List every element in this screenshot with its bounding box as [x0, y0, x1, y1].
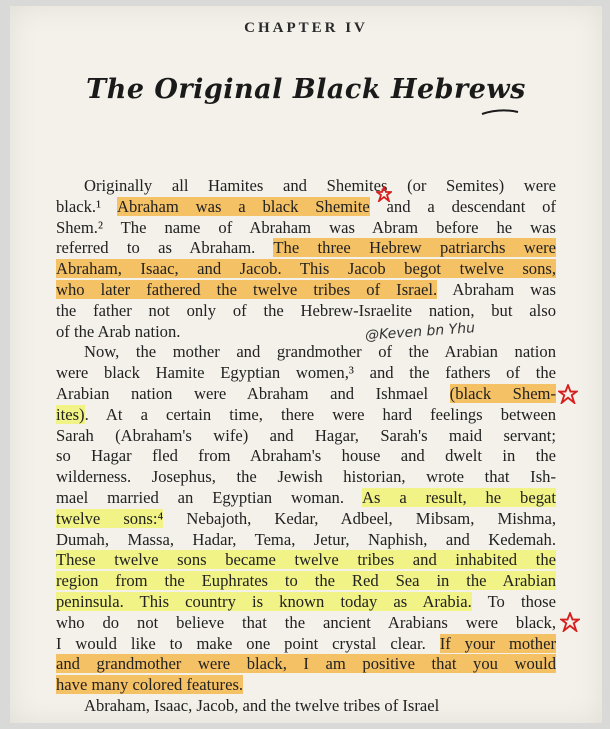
- title-flourish: [480, 106, 520, 116]
- text-segment: the father not only of the Hebrew-Israelite nation, but also: [56, 300, 556, 320]
- text-line: [56, 342, 556, 363]
- handwritten-signature: @Keven bn Yhu: [364, 320, 476, 344]
- text-line: [56, 322, 556, 343]
- highlighted-text: Abraham was a black Shemite: [117, 196, 370, 216]
- text-line: [56, 259, 556, 280]
- text-segment: so Hagar fled from Abraham's house and dwelt in the: [56, 446, 556, 466]
- text-line: [56, 675, 556, 696]
- text-segment: were black Hamite Egyptian women,³ and the fathers of the: [56, 363, 556, 383]
- text-line: [56, 613, 556, 634]
- red-star-mark-icon: [558, 384, 578, 404]
- text-line: [56, 218, 556, 239]
- text-line: [56, 696, 556, 717]
- chapter-title: The Original Black Hebrews: [86, 74, 526, 105]
- text-segment: wilderness. Josephus, the Jewish historian, wrote that Ish-: [56, 467, 556, 487]
- red-star-mark-icon: [560, 612, 580, 632]
- text-segment: Shem.² The name of Abraham was Abram before he was: [56, 217, 556, 237]
- text-segment: Abraham was: [437, 279, 556, 299]
- text-line: [56, 530, 556, 551]
- text-line: [56, 446, 556, 467]
- highlighted-text: peninsula. This country is known today as Arabia.: [56, 591, 472, 611]
- text-line: [56, 509, 556, 530]
- highlighted-text: If your mother: [439, 633, 556, 653]
- highlighted-text: and grandmother were black, I am positive that you would: [56, 654, 556, 674]
- text-line: [56, 488, 556, 509]
- text-line: [56, 301, 556, 322]
- text-segment: of the Arab nation.: [56, 321, 181, 341]
- text-segment: who do not believe that the ancient Arabians were black,: [56, 612, 556, 632]
- text-line: [56, 405, 556, 426]
- text-segment: . At a certain time, there were hard feelings between: [84, 404, 556, 424]
- highlighted-text: Abraham, Isaac, and Jacob. This Jacob begot twelve sons,: [56, 259, 556, 279]
- highlighted-text: (black Shem-: [449, 383, 556, 403]
- text-line: [56, 426, 556, 447]
- text-segment: Nebajoth, Kedar, Adbeel, Mibsam, Mishma,: [163, 508, 556, 528]
- text-segment: To those: [471, 591, 556, 611]
- text-line: [56, 654, 556, 675]
- text-segment: and a descendant of: [369, 196, 556, 216]
- red-star-mark-icon: [376, 186, 392, 202]
- text-segment: mael married an Egyptian woman.: [56, 487, 362, 507]
- text-line: [56, 384, 556, 405]
- text-line: [56, 634, 556, 655]
- text-segment: Sarah (Abraham's wife) and Hagar, Sarah's maid servant;: [56, 425, 556, 445]
- text-segment: Dumah, Massa, Hadar, Tema, Jetur, Naphish, and Kedemah.: [56, 529, 556, 549]
- text-line: [56, 197, 556, 218]
- highlighted-text: twelve sons:⁴: [56, 508, 164, 528]
- text-line: [56, 280, 556, 301]
- highlighted-text: have many colored features.: [56, 675, 244, 695]
- text-segment: I would like to make one point crystal clear.: [56, 633, 440, 653]
- text-segment: Now, the mother and grandmother of the Arabian nation: [84, 342, 556, 362]
- text-line: [56, 571, 556, 592]
- text-segment: Arabian nation were Abraham and Ishmael: [56, 383, 450, 403]
- book-page: [10, 6, 602, 723]
- chapter-body-text: [56, 176, 556, 717]
- text-line: [56, 592, 556, 613]
- chapter-heading: CHAPTER IV: [244, 20, 368, 36]
- highlighted-text: ites): [56, 404, 85, 424]
- highlighted-text: region from the Euphrates to the Red Sea in the Arabian: [56, 571, 556, 591]
- text-segment: black.¹: [56, 196, 118, 216]
- text-line: [56, 363, 556, 384]
- highlighted-text: As a result, he begat: [361, 487, 556, 507]
- text-line: [56, 550, 556, 571]
- highlighted-text: The three Hebrew patriarchs were: [273, 238, 557, 258]
- text-line: [56, 238, 556, 259]
- text-segment: Abraham, Isaac, Jacob, and the twelve tribes of Israel: [84, 695, 440, 715]
- text-line: [56, 467, 556, 488]
- highlighted-text: who later fathered the twelve tribes of Israel.: [56, 279, 438, 299]
- highlighted-text: These twelve sons became twelve tribes and inhabited the: [56, 550, 556, 570]
- text-segment: Originally all Hamites and Shemites (or Semites) were: [84, 176, 556, 195]
- text-line: [56, 176, 556, 197]
- text-segment: referred to as Abraham.: [56, 238, 274, 258]
